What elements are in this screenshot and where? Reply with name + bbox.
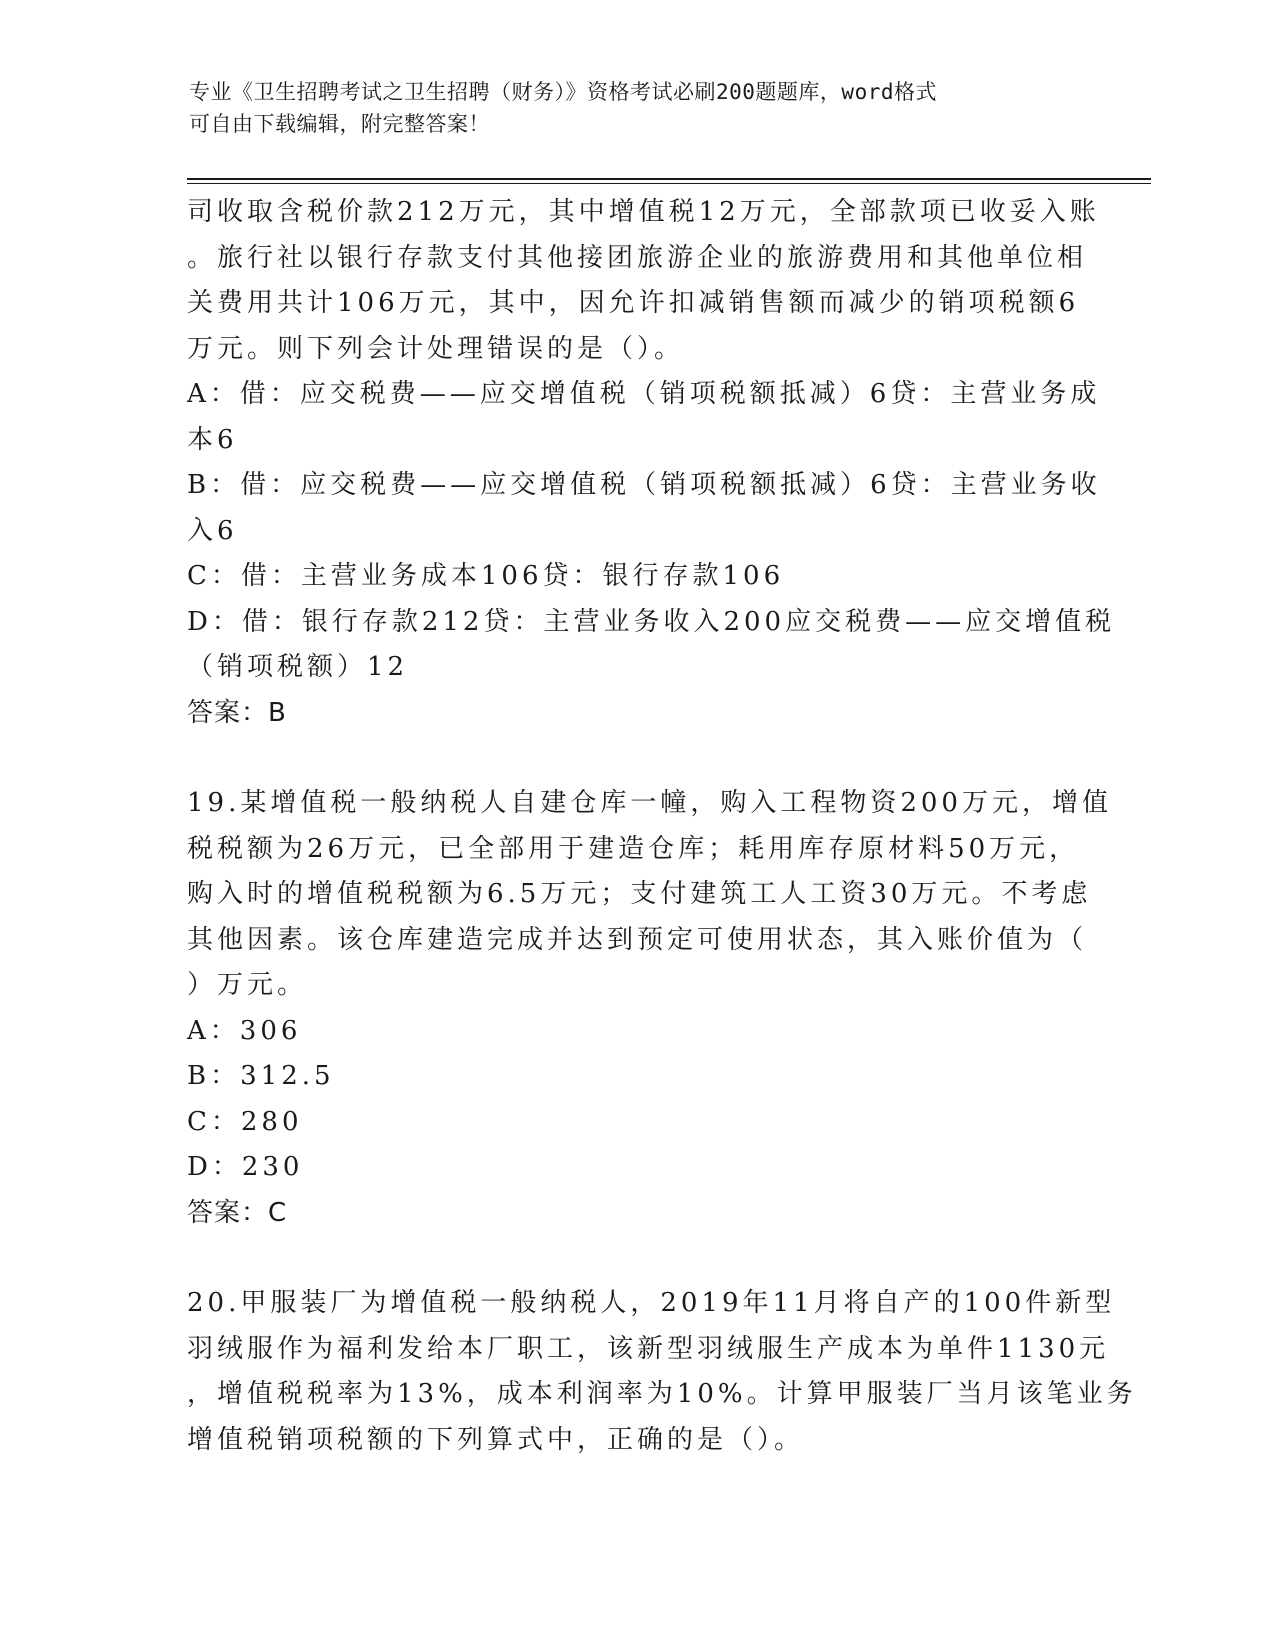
header-divider-thick <box>187 178 1151 180</box>
question-stem-line: 其他因素。该仓库建造完成并达到预定可使用状态，其入账价值为（ <box>187 924 1088 955</box>
option-d-continued: （销项税额）12 <box>187 652 409 682</box>
option-a-continued: 本6 <box>187 424 238 455</box>
header-line-1: 专业《卫生招聘考试之卫生招聘（财务）》资格考试必刷200题题库，word格式 <box>189 80 937 104</box>
question-19 <box>187 781 1112 1236</box>
document-header <box>189 76 1089 140</box>
question-spacer <box>187 1236 1087 1281</box>
header-line-2: 可自由下载编辑，附完整答案！ <box>189 112 490 136</box>
question-stem-line: 增值税销项税额的下列算式中，正确的是（）。 <box>187 1424 805 1455</box>
question-stem-line: ，增值税税率为13%，成本利润率为10%。计算甲服装厂当月该笔业务 <box>187 1379 1137 1409</box>
question-20 <box>187 1281 1137 1463</box>
question-stem-line: 关费用共计106万元，其中，因允许扣减销售额而减少的销项税额6 <box>187 288 1080 318</box>
question-stem-line: 。旅行社以银行存款支付其他接团旅游企业的旅游费用和其他单位相 <box>187 242 1088 273</box>
answer-label: 答案：C <box>187 1197 288 1228</box>
option-b-continued: 入6 <box>187 515 238 546</box>
question-stem-line: 司收取含税价款212万元，其中增值税12万元，全部款项已收妥入账 <box>187 197 1100 227</box>
option-c: C：280 <box>187 1106 303 1137</box>
question-18 <box>187 190 1116 736</box>
answer-label: 答案：B <box>187 697 287 728</box>
option-c: C：借：主营业务成本106贷：银行存款106 <box>187 561 785 591</box>
question-stem-line: ）万元。 <box>187 970 308 1000</box>
option-d: D：230 <box>187 1152 304 1182</box>
option-a: A：借：应交税费——应交增值税（销项税额抵减）6贷：主营业务成 <box>187 379 1101 409</box>
question-stem-line: 购入时的增值税税额为6.5万元；支付建筑工人工资30万元。不考虑 <box>187 879 1092 909</box>
question-stem-line: 羽绒服作为福利发给本厂职工，该新型羽绒服生产成本为单件1130元 <box>187 1333 1110 1364</box>
question-stem-line: 税税额为26万元，已全部用于建造仓库；耗用库存原材料50万元， <box>187 833 1080 864</box>
question-stem-line: 万元。则下列会计处理错误的是（）。 <box>187 333 685 364</box>
question-stem-line: 19.某增值税一般纳税人自建仓库一幢，购入工程物资200万元，增值 <box>187 788 1112 818</box>
header-divider-thin <box>187 183 1151 184</box>
question-stem-line: 20.甲服装厂为增值税一般纳税人，2019年11月将自产的100件新型 <box>187 1288 1116 1318</box>
question-spacer <box>187 736 1087 781</box>
document-body <box>187 190 1137 1463</box>
option-a: A：306 <box>187 1015 302 1046</box>
option-b: B：借：应交税费——应交增值税（销项税额抵减）6贷：主营业务收 <box>187 470 1101 500</box>
option-b: B：312.5 <box>187 1061 335 1091</box>
option-d: D：借：银行存款212贷：主营业务收入200应交税费——应交增值税 <box>187 606 1116 637</box>
